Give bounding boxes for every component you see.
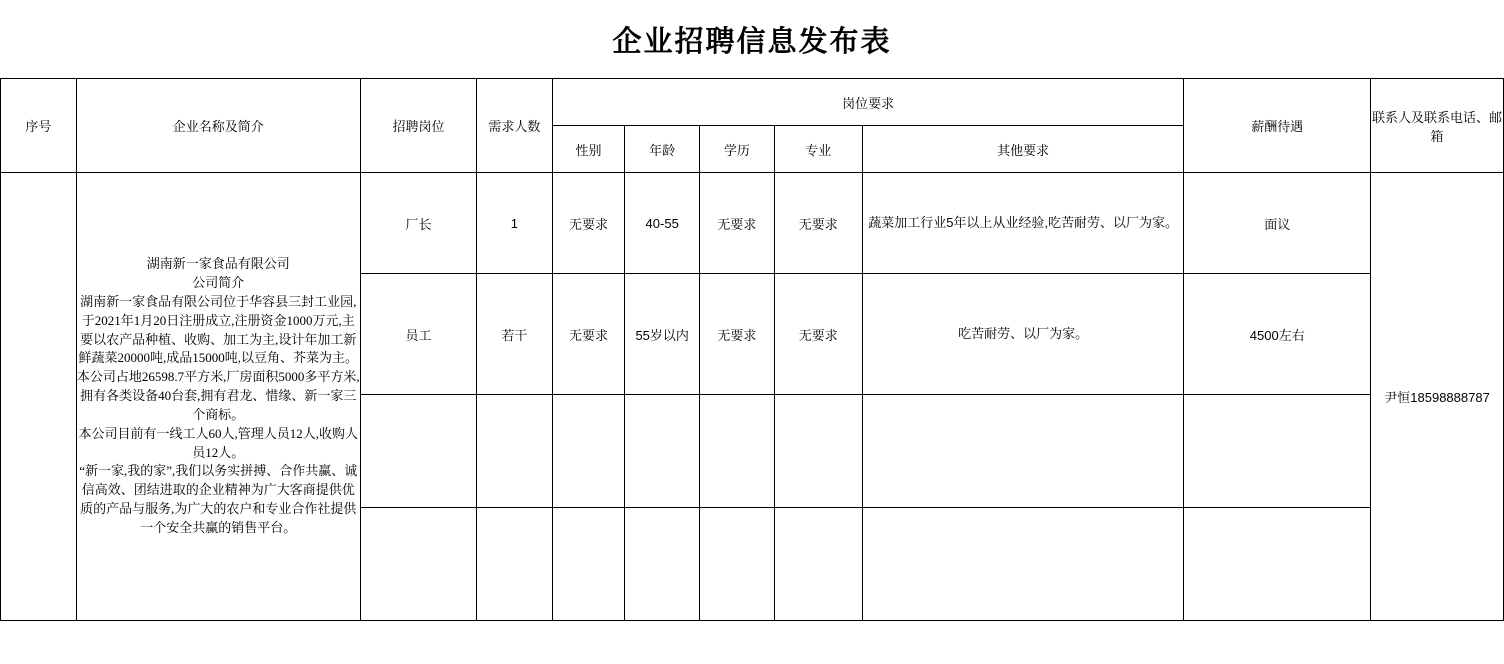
header-major: 专业: [774, 126, 862, 173]
education-cell: 无要求: [700, 274, 775, 395]
other-requirements-cell: 蔬菜加工行业5年以上从业经验,吃苦耐劳、以厂为家。: [862, 173, 1184, 274]
salary-cell: [1184, 395, 1371, 508]
table-header-row-1: [1, 79, 1504, 126]
company-intro-line-4: “新一家,我的家”,我们以务实拼搏、合作共赢、诚信高效、团结进取的企业精神为广大客商提供优质的产品与服务,为广大的农户和专业合作社提供一个安全共赢的销售平台。: [79, 463, 358, 535]
contact-cell: 尹恒18598888787: [1371, 173, 1504, 621]
gender-cell: [552, 508, 625, 621]
major-cell: [774, 508, 862, 621]
company-intro-heading: 公司简介: [192, 275, 245, 291]
position-cell: [360, 395, 476, 508]
header-gender: 性别: [552, 126, 625, 173]
header-company: 企业名称及简介: [76, 79, 360, 173]
salary-cell: 面议: [1184, 173, 1371, 274]
header-other: 其他要求: [862, 126, 1184, 173]
header-position: 招聘岗位: [360, 79, 476, 173]
major-cell: 无要求: [774, 274, 862, 395]
salary-cell: [1184, 508, 1371, 621]
major-cell: 无要求: [774, 173, 862, 274]
headcount-cell: 1: [477, 173, 553, 274]
row-index-cell: [1, 173, 77, 621]
other-requirements-cell: [862, 508, 1184, 621]
education-cell: [700, 395, 775, 508]
other-requirements-cell: [862, 395, 1184, 508]
header-education: 学历: [700, 126, 775, 173]
table-row: [1, 173, 1504, 274]
age-cell: [625, 508, 700, 621]
header-headcount: 需求人数: [477, 79, 553, 173]
other-requirements-cell: 吃苦耐劳、以厂为家。: [862, 274, 1184, 395]
page-title: 企业招聘信息发布表: [612, 25, 892, 58]
gender-cell: [552, 395, 625, 508]
gender-cell: 无要求: [552, 274, 625, 395]
age-cell: 55岁以内: [625, 274, 700, 395]
company-name: 湖南新一家食品有限公司: [146, 256, 290, 272]
company-intro-line-1: 湖南新一家食品有限公司位于华容县三封工业园,于2021年1月20日注册成立,注册资金1000万元,主要以农产品种植、收购、加工为主,设计年加工新鲜蔬菜20000吨,成品15000吨,以豆角、芥菜为主。: [78, 293, 359, 366]
headcount-cell: [477, 395, 553, 508]
header-requirements-group: 岗位要求: [552, 79, 1184, 126]
company-intro-line-2: 本公司占地26598.7平方米,厂房面积5000多平方米,拥有各类设备40台套,拥有君龙、惜缘、新一家三个商标。: [76, 369, 360, 422]
company-cell: [76, 173, 360, 621]
recruitment-table: [0, 78, 1504, 621]
company-intro-line-3: 本公司目前有一线工人60人,管理人员12人,收购人员12人。: [78, 425, 359, 460]
header-contact: 联系人及联系电话、邮箱: [1371, 79, 1504, 173]
gender-cell: 无要求: [552, 173, 625, 274]
position-cell: [360, 508, 476, 621]
age-cell: 40-55: [625, 173, 700, 274]
headcount-cell: [477, 508, 553, 621]
header-index: 序号: [1, 79, 77, 173]
age-cell: [625, 395, 700, 508]
education-cell: [700, 508, 775, 621]
header-age: 年龄: [625, 126, 700, 173]
education-cell: 无要求: [700, 173, 775, 274]
salary-cell: 4500左右: [1184, 274, 1371, 395]
header-salary: 薪酬待遇: [1184, 79, 1371, 173]
headcount-cell: 若干: [477, 274, 553, 395]
position-cell: 厂长: [360, 173, 476, 274]
position-cell: 员工: [360, 274, 476, 395]
major-cell: [774, 395, 862, 508]
title-band: [0, 0, 1504, 78]
